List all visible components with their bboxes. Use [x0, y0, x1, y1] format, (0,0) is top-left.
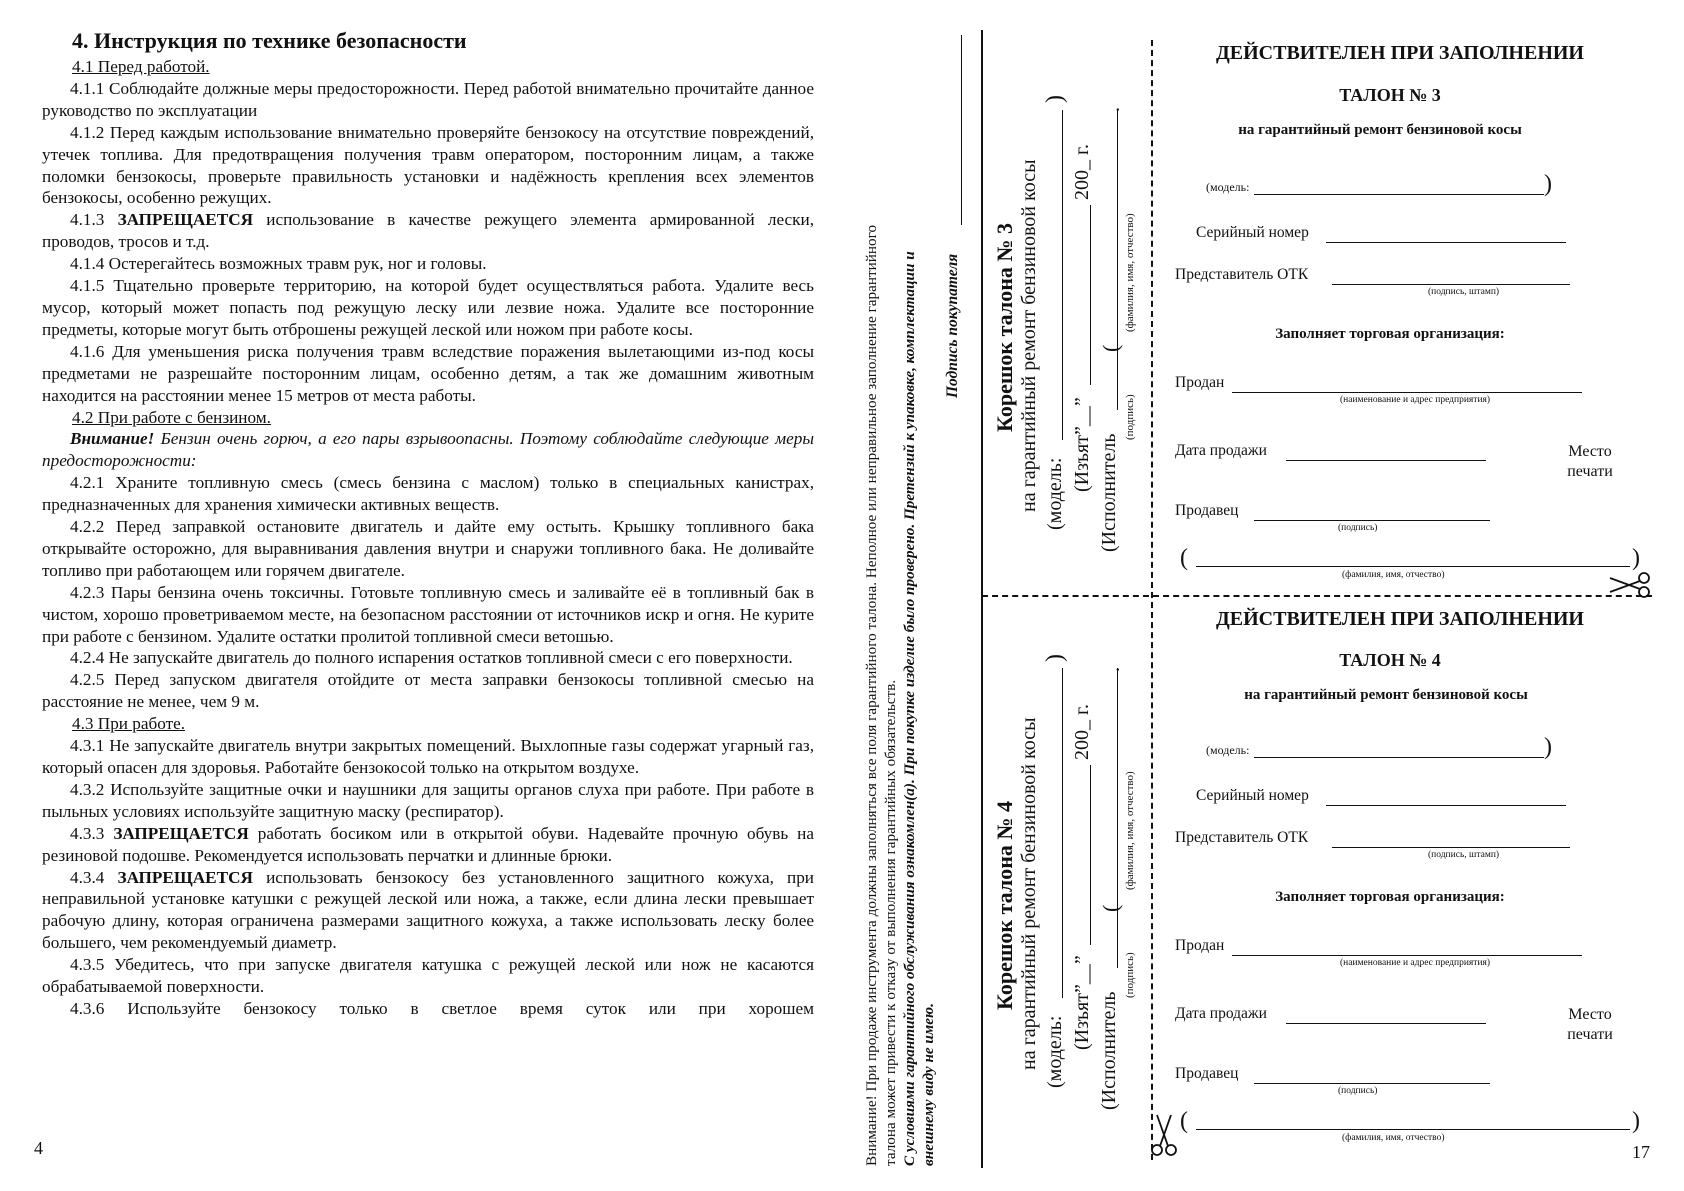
otk-field[interactable] [1332, 284, 1570, 285]
coupon-talon-number: ТАЛОН № 4 [1339, 650, 1441, 670]
stub-signature-hint: (подпись) [1124, 952, 1136, 998]
stub-paren: ) [1042, 95, 1068, 103]
model-label: (модель: [1206, 180, 1250, 194]
paragraph-4-1-6: 4.1.6 Для уменьшения риска получения травм вследствие поражения вылетающими из-под косы предметами не разрешайте посторонним лицам, особенно детям, а так же домашним животным находится на расстоянии менее 15 метров от места работы. [42, 341, 814, 405]
model-label: (модель: [1206, 743, 1250, 757]
paragraph-4-3-6: 4.3.6 Используйте бензокосу только в светлое время суток или при хорошем [70, 998, 814, 1018]
serial-field[interactable] [1326, 805, 1566, 806]
sold-hint: (наименование и адрес предприятия) [1340, 395, 1491, 405]
stub-executor-line[interactable] [1117, 110, 1118, 410]
seller-hint: (подпись) [1338, 523, 1378, 533]
paragraph-text: использовать бензокосу без установленного защитного кожуха, при неправильной установке катушки с режущей леской или ножа, а также, если длина лески превышает рабочую длину, которая ограничена размерами защитного кожуха, а также использовать леску более большего, чем рекомендуемый диаметр. [42, 867, 814, 953]
sale-date-field[interactable] [1286, 1023, 1486, 1024]
safety-instructions [42, 28, 814, 1020]
warning-text: Бензин очень горюч, а его пары взрывоопасны. Поэтому соблюдайте следующие меры предосторожности: [42, 429, 815, 471]
seller-field[interactable] [1254, 1083, 1490, 1084]
fio-hint: (фамилия, имя, отчество) [1342, 570, 1445, 580]
paragraph-4-3-5: 4.3.5 Убедитесь, что при запуске двигателя катушка с режущей леской или нож не касаются обрабатываемой поверхности. [42, 955, 814, 997]
left-page-number: 4 [34, 1138, 43, 1158]
stub-paren: ( [1098, 904, 1123, 912]
paragraph-4-1-3 [42, 209, 814, 253]
opening-paren: ( [1180, 545, 1188, 571]
paragraph-4-3-1: 4.3.1 Не запускайте двигатель внутри закрытых помещений. Выхлопные газы содержат угарный газ, который опасен для здоровья. Работайте бензокосой только на открытом воздухе. [42, 736, 814, 777]
stub-signature-hint: (подпись) [1124, 394, 1136, 440]
paragraph-4-3-2: 4.3.2 Используйте защитные очки и наушники для защиты органов слуха при работе. При работе в пыльных условиях используйте защитную маску (респиратор). [42, 779, 814, 821]
paragraph-4-1-5: 4.1.5 Тщательно проверьте территорию, на которой будет осуществляться работа. Удалите весь мусор, который может попасть под режущую леску или лезвие ножа. Удалите все посторонние предметы, которые могут быть отброшены режущей леской или ножом при работе косы. [42, 276, 814, 339]
closing-paren: ) [1544, 734, 1552, 760]
sale-date-label: Дата продажи [1175, 1005, 1267, 1022]
sale-date-field[interactable] [1286, 460, 1486, 461]
sold-label: Продан [1175, 374, 1225, 391]
otk-field[interactable] [1332, 847, 1570, 848]
cut-line-vertical [1151, 40, 1153, 1160]
seller-label: Продавец [1175, 502, 1239, 519]
paragraph-4-1-4: 4.1.4 Остерегайтесь возможных травм рук, ног и головы. [70, 254, 487, 274]
notice-line: талона может привести к отказу от выполнения гарантийных обязательств. [882, 679, 899, 1166]
scissors-icon [1151, 1112, 1177, 1158]
stub-removed-label: (Изъят”__” [1071, 397, 1093, 492]
buyer-signature-line[interactable] [961, 35, 962, 225]
notice-line: Внимание! При продаже инструмента должны заполняться все поля гарантийного талона. Неполное или неправильное заполнение гарантийного [863, 224, 880, 1166]
coupon-header: ДЕЙСТВИТЕЛЕН ПРИ ЗАПОЛНЕНИИ [1216, 608, 1584, 630]
model-field[interactable] [1254, 194, 1544, 195]
stub-model-label: (модель: [1044, 1015, 1066, 1088]
stub-executor-line[interactable] [1117, 668, 1118, 968]
prohibited-label: ЗАПРЕЩАЕТСЯ [117, 210, 254, 230]
trade-org-label: Заполняет торговая организация: [1275, 326, 1505, 342]
warning-label: Внимание! [70, 429, 155, 449]
sold-label: Продан [1175, 937, 1225, 954]
stub-date-line[interactable] [1090, 765, 1091, 945]
closing-paren: ) [1632, 1108, 1640, 1134]
model-field[interactable] [1254, 757, 1544, 758]
stamp-place [1540, 1005, 1640, 1045]
closing-paren: ) [1632, 545, 1640, 571]
serial-label: Серийный номер [1196, 224, 1309, 241]
stub-fio-hint: (фамилия, имя, отчество) [1124, 213, 1136, 332]
stub-paren: ( [1098, 344, 1123, 352]
stub-paren: ) [1042, 654, 1068, 662]
section-heading: 4. Инструкция по технике безопасности [72, 28, 467, 53]
right-page-number: 17 [1632, 1142, 1650, 1162]
otk-hint: (подпись, штамп) [1428, 850, 1500, 860]
closing-paren: ) [1544, 171, 1552, 197]
seller-label: Продавец [1175, 1065, 1239, 1082]
coupon-subtitle: на гарантийный ремонт бензиновой косы [1244, 687, 1528, 703]
fio-field[interactable] [1196, 1129, 1630, 1130]
paragraph-4-2-3: 4.2.3 Пары бензина очень токсичны. Готовьте топливную смесь и заливайте её в топливный бак в чистом, хорошо проветриваемом месте, на безопасном расстоянии от источников искр и огня. Не курите при работе с бензином. Удалите остатки пролитой топливной смеси ветошью. [42, 582, 814, 646]
fio-field[interactable] [1196, 566, 1630, 567]
sold-field[interactable] [1232, 955, 1582, 956]
stub-border [981, 30, 983, 1168]
scissors-icon [1608, 572, 1654, 598]
prohibited-label: ЗАПРЕЩАЕТСЯ [117, 867, 253, 887]
paragraph-4-2-4: 4.2.4 Не запускайте двигатель до полного испарения остатков топливной смеси с его поверхности. [70, 648, 793, 668]
serial-label: Серийный номер [1196, 787, 1309, 804]
stamp-place-line: печати [1567, 463, 1613, 480]
paragraph-number: 4.3.3 [70, 823, 105, 843]
paragraph-number: 4.3.4 [70, 867, 105, 887]
opening-paren: ( [1180, 1108, 1188, 1134]
buyer-signature-label: Подпись покупателя [944, 253, 961, 398]
subsection-4-3: 4.3 При работе. [72, 714, 186, 734]
stub-model-line[interactable] [1062, 110, 1063, 440]
paragraph-4-1-1: 4.1.1 Соблюдайте должные меры предосторожности. Перед работой внимательно прочитайте данное руководство по эксплуатации [42, 78, 814, 120]
stub-title: Корешок талона № 3 [992, 223, 1017, 432]
stub-date-line[interactable] [1090, 205, 1091, 385]
paragraph-4-2-1: 4.2.1 Храните топливную смесь (смесь бензина с маслом) только в специальных канистрах, предназначенных для хранения химически активных веществ. [42, 473, 814, 515]
stub-dot: . [1102, 667, 1124, 672]
sold-field[interactable] [1232, 392, 1582, 393]
stamp-place [1540, 442, 1640, 482]
paragraph-4-2-5: 4.2.5 Перед запуском двигателя отойдите от места заправки бензокосы топливной смесью на расстояние не менее, чем 9 м. [42, 670, 814, 712]
coupon-header: ДЕЙСТВИТЕЛЕН ПРИ ЗАПОЛНЕНИИ [1216, 42, 1584, 64]
paragraph-text: использование в качестве режущего элемента армированной лески, проводов, тросов и т.д. [42, 210, 815, 252]
stub-removed-label: (Изъят”__” [1071, 955, 1093, 1050]
stamp-place-line: Место [1568, 443, 1612, 460]
paragraph-4-1-2: 4.1.2 Перед каждым использование внимательно проверяйте бензокосу на отсутствие повреждений, утечек топлива. Для предотвращения получения травм оператором, посторонним лицам, а также поломки бензокосы, проверьте правильность установки и надёжность крепления всех элементов бензокосы, особенно режущих. [42, 122, 814, 208]
coupon-talon-number: ТАЛОН № 3 [1339, 85, 1441, 105]
otk-label: Представитель ОТК [1175, 266, 1309, 283]
stub-year-label: 200_ г. [1071, 704, 1093, 760]
paragraph-text: работать босиком или в открытой обуви. Надевайте прочную обувь на резиновой подошве. Рекомендуется использовать перчатки и длинные брюки. [42, 823, 815, 865]
seller-hint: (подпись) [1338, 1086, 1378, 1096]
fuel-warning [42, 428, 814, 472]
notice-line: С условиями гарантийного обслуживания ознакомлен(а). При покупке изделие было проверено. Претензий к упаковке, комплектации и [901, 251, 918, 1166]
prohibited-label: ЗАПРЕЩАЕТСЯ [113, 823, 249, 843]
fio-hint: (фамилия, имя, отчество) [1342, 1133, 1445, 1143]
stub-model-label: (модель: [1044, 457, 1066, 530]
stub-dot: . [1102, 107, 1124, 112]
stamp-place-line: Место [1568, 1006, 1612, 1023]
stub-executor-label: (Исполнитель [1098, 991, 1120, 1110]
serial-field[interactable] [1326, 242, 1566, 243]
coupon-subtitle: на гарантийный ремонт бензиновой косы [1238, 122, 1522, 138]
stub-subtitle: на гарантийный ремонт бензиновой косы [1018, 717, 1040, 1070]
paragraph-4-3-4 [42, 867, 814, 955]
cut-line-horizontal [982, 595, 1652, 597]
subsection-4-2: 4.2 При работе с бензином. [72, 407, 271, 427]
paragraph-number: 4.1.3 [70, 210, 105, 230]
sale-date-label: Дата продажи [1175, 442, 1267, 459]
stub-subtitle: на гарантийный ремонт бензиновой косы [1018, 159, 1040, 512]
stub-fio-hint: (фамилия, имя, отчество) [1124, 771, 1136, 890]
stub-year-label: 200_ г. [1071, 144, 1093, 200]
warranty-notice [862, 26, 938, 1166]
stub-model-line[interactable] [1062, 668, 1063, 998]
trade-org-label: Заполняет торговая организация: [1275, 889, 1505, 905]
stamp-place-line: печати [1567, 1026, 1613, 1043]
notice-line: внешнему виду не имею. [920, 1003, 937, 1166]
paragraph-4-2-2: 4.2.2 Перед заправкой остановите двигатель и дайте ему остыть. Крышку топливного бака открывайте осторожно, для выравнивания давления внутри и снаружи топливного бака. Не доливайте топливо при работающем или горячем двигателе. [42, 517, 814, 580]
otk-label: Представитель ОТК [1175, 829, 1309, 846]
sold-hint: (наименование и адрес предприятия) [1340, 958, 1491, 968]
subsection-4-1: 4.1 Перед работой. [72, 57, 210, 76]
paragraph-4-3-3 [42, 823, 814, 867]
stub-title: Корешок талона № 4 [992, 801, 1017, 1010]
seller-field[interactable] [1254, 520, 1490, 521]
otk-hint: (подпись, штамп) [1428, 287, 1500, 297]
stub-executor-label: (Исполнитель [1098, 433, 1120, 552]
